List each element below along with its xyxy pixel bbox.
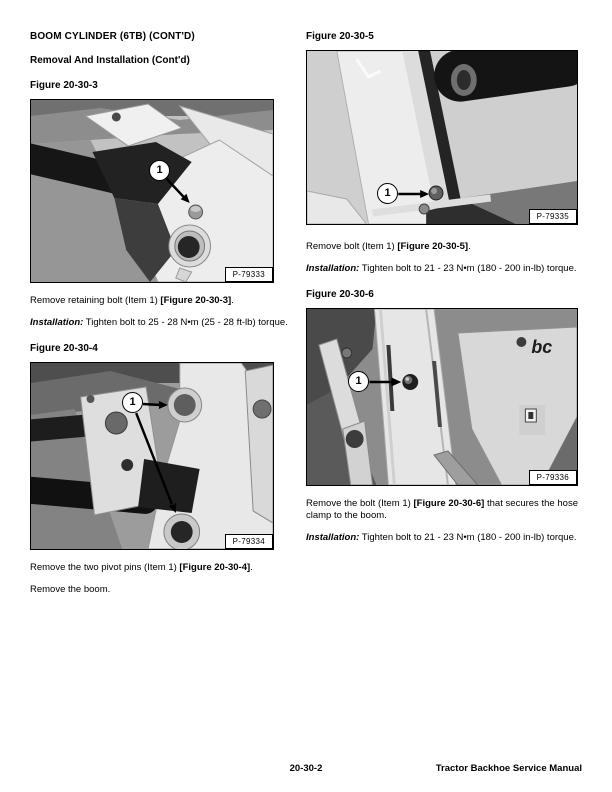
photo-scene-boom-bolt	[307, 51, 577, 224]
photo-scene-boom-cylinder-bolt	[31, 100, 273, 282]
figure-photo-20-30-5	[306, 50, 578, 225]
para-installation-21-23-a	[306, 263, 578, 275]
figure-caption-20-30-3: Figure 20-30-3	[30, 80, 98, 91]
figure-ref: [Figure 20-30-4]	[179, 562, 251, 573]
para-remove-bolt	[306, 241, 578, 253]
para-installation-25-28	[30, 317, 290, 329]
photo-scene-pivot-pins	[31, 363, 273, 549]
left-column	[30, 31, 290, 596]
installation-label: Installation:	[306, 532, 360, 543]
para-remove-retaining-bolt	[30, 295, 290, 307]
figure-caption-20-30-4: Figure 20-30-4	[30, 343, 98, 354]
figure-ref: [Figure 20-30-3]	[160, 295, 232, 306]
figure-photo-20-30-4	[30, 362, 274, 550]
para-text-end: .	[468, 241, 471, 252]
bobcat-logo-fragment: bc	[531, 336, 553, 358]
callout-1-badge: 1	[122, 392, 143, 413]
photo-id-label: P-79336	[529, 470, 577, 485]
callout-1-badge: 1	[377, 183, 398, 204]
photo-scene-hose-clamp-bolt	[307, 309, 577, 485]
para-remove-hose-clamp-bolt	[306, 498, 578, 522]
installation-text: Tighten bolt to 21 - 23 N•m (180 - 200 in-lb) torque.	[359, 263, 577, 274]
para-text-end: that secures the hose clamp to the boom.	[306, 498, 579, 521]
callout-1-badge: 1	[149, 160, 170, 181]
right-column	[306, 31, 578, 544]
section-title: BOOM CYLINDER (6TB) (CONT'D)	[30, 31, 195, 42]
callout-1-badge: 1	[348, 371, 369, 392]
figure-ref: [Figure 20-30-5]	[397, 241, 469, 252]
photo-id-label: P-79335	[529, 209, 577, 224]
photo-id-label: P-79334	[225, 534, 273, 549]
figure-ref: [Figure 20-30-6]	[413, 498, 485, 509]
para-text-end: .	[231, 295, 234, 306]
installation-label: Installation:	[30, 317, 84, 328]
figure-photo-20-30-6	[306, 308, 578, 486]
installation-text: Tighten bolt to 25 - 28 N•m (25 - 28 ft-lb) torque.	[83, 317, 288, 328]
para-remove-pivot-pins	[30, 562, 290, 574]
figure-caption-20-30-6: Figure 20-30-6	[306, 289, 374, 300]
para-text: Remove retaining bolt (Item 1)	[30, 295, 161, 306]
para-installation-21-23-b	[306, 532, 578, 544]
para-text-end: .	[250, 562, 253, 573]
para-remove-boom: Remove the boom.	[30, 584, 111, 595]
figure-photo-20-30-3	[30, 99, 274, 283]
para-text: Remove the bolt (Item 1)	[306, 498, 414, 509]
footer-page-number: 20-30-2	[289, 763, 323, 774]
figure-caption-20-30-5: Figure 20-30-5	[306, 31, 374, 42]
footer-manual-title: Tractor Backhoe Service Manual	[435, 763, 582, 774]
installation-label: Installation:	[306, 263, 360, 274]
installation-text: Tighten bolt to 21 - 23 N•m (180 - 200 in-lb) torque.	[359, 532, 577, 543]
page-footer	[30, 763, 582, 777]
para-text: Remove bolt (Item 1)	[306, 241, 398, 252]
subsection-title: Removal And Installation (Cont'd)	[30, 55, 190, 66]
para-text: Remove the two pivot pins (Item 1)	[30, 562, 180, 573]
photo-id-label: P-79333	[225, 267, 273, 282]
